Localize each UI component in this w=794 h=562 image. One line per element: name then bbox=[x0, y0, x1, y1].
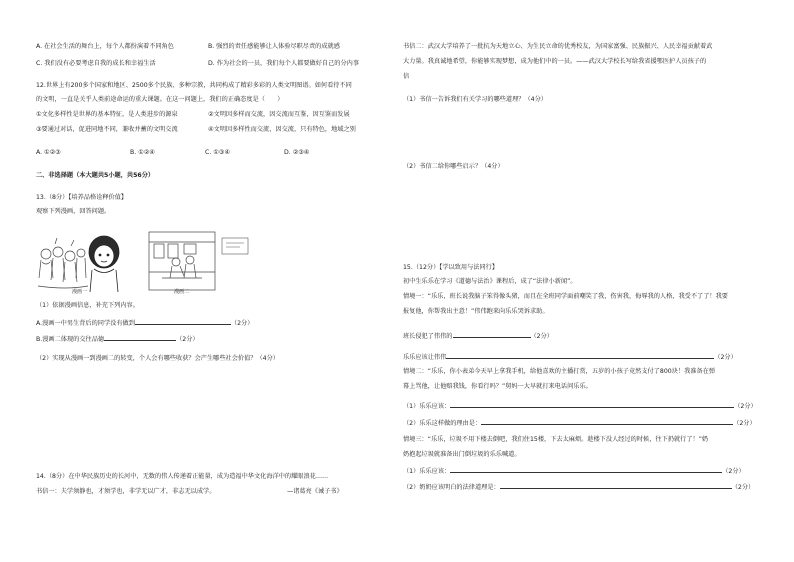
q12-statement-4: ④文明因多样性而交流，因交流，只有特色，地域之别 bbox=[208, 126, 356, 133]
q15-intro: 初中生乐乐在学习《道德与法治》课程后，成了“法律小新闻”。 bbox=[403, 278, 577, 285]
q15-s1-question1-blank[interactable] bbox=[453, 331, 531, 338]
q12-statement-2: ②文明因多样而交流，因交流而互鉴，因互鉴而发展 bbox=[208, 111, 350, 118]
q15-title: 15.（12分）【学以致用与法同行】 bbox=[403, 264, 499, 271]
q15-s1-question2-text: 乐乐应该让伟伟 bbox=[403, 354, 447, 361]
letter-two-line3: 信 bbox=[403, 73, 410, 80]
q14-intro: 14.（8分）在中华民族历史的长河中，无数的伟人传递着正能量，成为造福中华文化海洋中的耀眼浪花…… bbox=[36, 473, 329, 480]
q13-sub2: （2）实现从漫画一到漫画二的转变，个人会有哪些收获？会产生哪些社会价值？（4分） bbox=[36, 355, 279, 362]
q12-statement-1: ①文化多样性是世界的基本特征，是人类进步的源泉 bbox=[36, 111, 178, 118]
q15-s2-question2-score: （2分） bbox=[733, 420, 756, 427]
q15-s3-question1-text: （1）乐乐应该： bbox=[403, 468, 451, 475]
comic-two-board bbox=[220, 234, 252, 264]
q12-stem-line2: 的文明，一直是关乎人类前途命运的重大课题。在这一问题上，我们的正确态度是（ ） bbox=[36, 96, 284, 103]
q15-s3-question1-score: （2分） bbox=[722, 468, 745, 475]
q15-s2-question2-blank[interactable] bbox=[481, 418, 733, 425]
q15-scenario1-line2: 报复他，你帮我出主意！”伟伟跑来向乐乐哭诉求助。 bbox=[403, 308, 549, 315]
q15-scenario1-line1: 情境一：“乐乐，班长说我脑子笨得像头猪，而且在全班同学面前嘲笑了我，伤害我，侮辱我的人格，我受不了了！我要 bbox=[403, 293, 728, 300]
q15-scenario3-line2: 奶抱起垃圾就准备出门倒垃圾的乐乐喊道。 bbox=[403, 451, 521, 458]
q13-intro: 观察下列漫画，回答问题。 bbox=[36, 208, 111, 215]
q12-stem-line1: 12.世界上有200多个国家和地区、2500多个民族、多种宗教，共同构成了精彩多彩的人类文明图谱。如何看待不同 bbox=[36, 82, 352, 89]
q14-letter-one: 书信一：夫学须静也，才须学也，非学无以广才，非志无以成学。 bbox=[36, 488, 216, 495]
q14-sub1: （1）书信一告诉我们有关学习的哪些道理？（4分） bbox=[403, 96, 547, 103]
letter-two-line1: 书信二：武汉大学培养了一批抗为天地立心、为生民立命的优秀校友，为国家富强、民族振兴、人民幸福贡献着武 bbox=[403, 43, 713, 50]
q13-sub1: （1）依据漫画信息，补充下列内容。 bbox=[36, 302, 139, 309]
q12-statement-3: ③要通过对话，促进同地不同，兼收并蓄的文明交流 bbox=[36, 126, 178, 133]
section-2-title: 二、非选择题（本大题共5小题，共56分） bbox=[36, 172, 155, 179]
q14-sub2: （2）书信二给你哪些启示？（4分） bbox=[403, 163, 504, 170]
q12-choice-a: A. ①②③ bbox=[36, 149, 61, 156]
q15-s3-question2-score: （2分） bbox=[731, 484, 755, 491]
q13-sub1a-score: （2分） bbox=[230, 320, 254, 327]
q13-sub1b-blank[interactable] bbox=[104, 334, 176, 341]
comic-one-illustration bbox=[36, 232, 126, 296]
q15-s2-question1 bbox=[403, 401, 757, 411]
q13-sub1b-line bbox=[36, 334, 199, 344]
comic-one-caption: 漫画一 bbox=[72, 289, 88, 295]
q11-option-d: D. 作为社会的一员，我们每个人都要做好自己的分内事 bbox=[208, 60, 360, 67]
q13-sub1a-text: A.漫画一中男生背后的同学没有做到 bbox=[36, 320, 135, 327]
q12-choice-d: D. ②③④ bbox=[284, 149, 310, 156]
q13-sub1a-blank[interactable] bbox=[135, 318, 231, 325]
q15-s3-question2 bbox=[403, 482, 754, 492]
q15-scenario2-line2: 幕上骂他，让他赔我钱，你看行吗？”舅妈一大早就打来电话问乐乐。 bbox=[403, 383, 592, 390]
q12-choice-b: B. ①②④ bbox=[130, 149, 155, 156]
q15-s3-question1-blank[interactable] bbox=[450, 466, 722, 473]
q15-s1-question1-text: 班长侵犯了伟伟的 bbox=[403, 333, 453, 340]
q15-scenario2-line1: 情境二：“乐乐，你小表弟今天早上拿我手机，给他喜欢的主播打赏，五岁的小孩子竟然支付了800块！我准备在弹 bbox=[403, 368, 716, 375]
q15-s1-question1 bbox=[403, 331, 553, 341]
q13-title: 13.（8分）【培养品格诠释价值】 bbox=[36, 194, 128, 201]
q15-s1-question2-score: （2分） bbox=[714, 354, 737, 361]
comic-two-illustration bbox=[148, 230, 216, 292]
q13-sub1b-score: （2分） bbox=[176, 336, 199, 343]
q15-s2-question1-blank[interactable] bbox=[450, 401, 734, 408]
q15-s1-question2-blank[interactable] bbox=[446, 352, 714, 359]
q15-s3-question2-blank[interactable] bbox=[500, 482, 732, 489]
q13-sub1b-text: B.漫画二体现的交往品德 bbox=[36, 336, 105, 343]
q11-option-b: B. 强烈的责任感能够让人体验尽职尽责的成就感 bbox=[208, 43, 340, 50]
q15-s3-question2-text: （2）奶奶应该明白的法律道理是： bbox=[403, 484, 500, 491]
q14-letter-one-source: —诸葛亮《诫子书》 bbox=[287, 488, 343, 495]
q11-option-c: C. 我们没有必要考虑自我的成长和幸福生活 bbox=[36, 60, 156, 67]
letter-two-line2: 大力量。我真诚地希望，你能够实现梦想，成为他们中的一员。——武汉大学校长写给我省援鄂医护人员孩子的 bbox=[403, 58, 707, 65]
comic-two-caption: 漫画二 bbox=[174, 289, 190, 295]
q12-choice-c: C. ①③④ bbox=[205, 149, 230, 156]
q15-s1-question1-score: （2分） bbox=[530, 333, 553, 340]
q15-s2-question2-text: （2）乐乐这样做的理由是： bbox=[403, 420, 482, 427]
q15-s1-question2 bbox=[403, 352, 737, 362]
q11-option-a: A. 在社会生活的舞台上，每个人都扮演着不同角色 bbox=[36, 43, 174, 50]
q15-scenario3-line1: 情境三：“乐乐，垃圾不用下楼去倒吧，我们住15楼，下去太麻烦。趁楼下没人经过的时候，往下扔就行了！”奶 bbox=[403, 436, 709, 443]
q13-sub1a-line bbox=[36, 318, 253, 328]
q15-s3-question1 bbox=[403, 466, 745, 476]
q15-s2-question1-score: （2分） bbox=[734, 403, 757, 410]
q15-s2-question2 bbox=[403, 418, 756, 428]
q15-s2-question1-text: （1）乐乐应该： bbox=[403, 403, 451, 410]
